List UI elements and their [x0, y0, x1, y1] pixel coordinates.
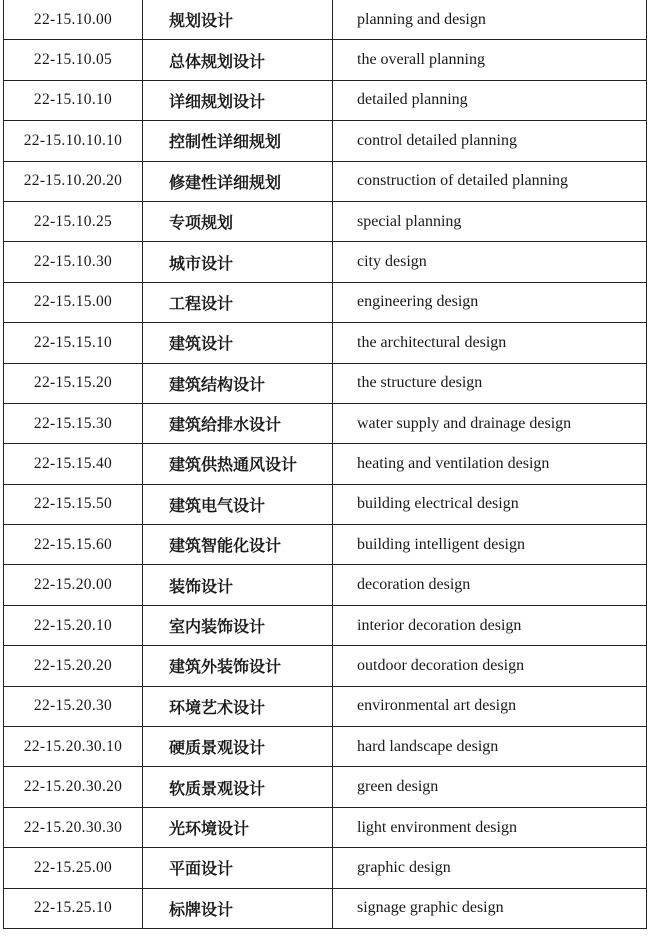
chinese-term-cell: 建筑电气设计 [143, 484, 333, 524]
english-term-cell: light environment design [333, 807, 647, 847]
code-cell: 22-15.20.30.20 [4, 767, 143, 807]
english-term-cell: planning and design [333, 0, 647, 40]
table-row [4, 282, 647, 322]
table-row [4, 727, 647, 767]
chinese-term-cell: 修建性详细规划 [143, 161, 333, 201]
english-term-cell: heating and ventilation design [333, 444, 647, 484]
english-term-cell: the architectural design [333, 323, 647, 363]
table-row [4, 323, 647, 363]
chinese-term-cell: 建筑外装饰设计 [143, 646, 333, 686]
english-term-cell: the overall planning [333, 40, 647, 80]
code-cell: 22-15.10.00 [4, 0, 143, 40]
code-cell: 22-15.20.30.30 [4, 807, 143, 847]
table-row [4, 80, 647, 120]
table-row [4, 40, 647, 80]
chinese-term-cell: 建筑供热通风设计 [143, 444, 333, 484]
english-term-cell: graphic design [333, 848, 647, 888]
english-term-cell: construction of detailed planning [333, 161, 647, 201]
table-row [4, 242, 647, 282]
english-term-cell: environmental art design [333, 686, 647, 726]
code-cell: 22-15.20.30.10 [4, 727, 143, 767]
code-cell: 22-15.20.20 [4, 646, 143, 686]
english-term-cell: the structure design [333, 363, 647, 403]
chinese-term-cell: 专项规划 [143, 201, 333, 241]
code-cell: 22-15.10.10 [4, 80, 143, 120]
english-term-cell: decoration design [333, 565, 647, 605]
table-row [4, 646, 647, 686]
code-cell: 22-15.25.00 [4, 848, 143, 888]
table-row [4, 525, 647, 565]
code-cell: 22-15.20.10 [4, 605, 143, 645]
english-term-cell: signage graphic design [333, 888, 647, 928]
chinese-term-cell: 城市设计 [143, 242, 333, 282]
english-term-cell: water supply and drainage design [333, 403, 647, 443]
chinese-term-cell: 详细规划设计 [143, 80, 333, 120]
table-row [4, 565, 647, 605]
table-row [4, 0, 647, 40]
table-row [4, 403, 647, 443]
chinese-term-cell: 环境艺术设计 [143, 686, 333, 726]
english-term-cell: building intelligent design [333, 525, 647, 565]
code-cell: 22-15.15.40 [4, 444, 143, 484]
table-row [4, 201, 647, 241]
english-term-cell: building electrical design [333, 484, 647, 524]
code-cell: 22-15.10.30 [4, 242, 143, 282]
chinese-term-cell: 工程设计 [143, 282, 333, 322]
code-cell: 22-15.15.10 [4, 323, 143, 363]
code-cell: 22-15.10.05 [4, 40, 143, 80]
classification-table-container [3, 0, 647, 929]
chinese-term-cell: 建筑给排水设计 [143, 403, 333, 443]
chinese-term-cell: 规划设计 [143, 0, 333, 40]
table-row [4, 686, 647, 726]
chinese-term-cell: 软质景观设计 [143, 767, 333, 807]
table-body [4, 0, 647, 928]
chinese-term-cell: 建筑设计 [143, 323, 333, 363]
code-cell: 22-15.20.30 [4, 686, 143, 726]
chinese-term-cell: 平面设计 [143, 848, 333, 888]
chinese-term-cell: 硬质景观设计 [143, 727, 333, 767]
english-term-cell: outdoor decoration design [333, 646, 647, 686]
chinese-term-cell: 标牌设计 [143, 888, 333, 928]
chinese-term-cell: 建筑智能化设计 [143, 525, 333, 565]
code-cell: 22-15.10.10.10 [4, 121, 143, 161]
table-row [4, 161, 647, 201]
english-term-cell: detailed planning [333, 80, 647, 120]
table-row [4, 121, 647, 161]
table-row [4, 363, 647, 403]
classification-table [3, 0, 647, 929]
code-cell: 22-15.15.60 [4, 525, 143, 565]
code-cell: 22-15.25.10 [4, 888, 143, 928]
english-term-cell: special planning [333, 201, 647, 241]
code-cell: 22-15.15.00 [4, 282, 143, 322]
chinese-term-cell: 建筑结构设计 [143, 363, 333, 403]
english-term-cell: hard landscape design [333, 727, 647, 767]
chinese-term-cell: 光环境设计 [143, 807, 333, 847]
english-term-cell: engineering design [333, 282, 647, 322]
table-row [4, 767, 647, 807]
chinese-term-cell: 装饰设计 [143, 565, 333, 605]
table-row [4, 807, 647, 847]
english-term-cell: city design [333, 242, 647, 282]
table-row [4, 484, 647, 524]
english-term-cell: green design [333, 767, 647, 807]
table-row [4, 848, 647, 888]
table-row [4, 444, 647, 484]
english-term-cell: control detailed planning [333, 121, 647, 161]
code-cell: 22-15.15.30 [4, 403, 143, 443]
code-cell: 22-15.20.00 [4, 565, 143, 605]
code-cell: 22-15.10.25 [4, 201, 143, 241]
chinese-term-cell: 控制性详细规划 [143, 121, 333, 161]
chinese-term-cell: 室内装饰设计 [143, 605, 333, 645]
code-cell: 22-15.15.50 [4, 484, 143, 524]
chinese-term-cell: 总体规划设计 [143, 40, 333, 80]
table-row [4, 888, 647, 928]
code-cell: 22-15.10.20.20 [4, 161, 143, 201]
english-term-cell: interior decoration design [333, 605, 647, 645]
table-row [4, 605, 647, 645]
code-cell: 22-15.15.20 [4, 363, 143, 403]
